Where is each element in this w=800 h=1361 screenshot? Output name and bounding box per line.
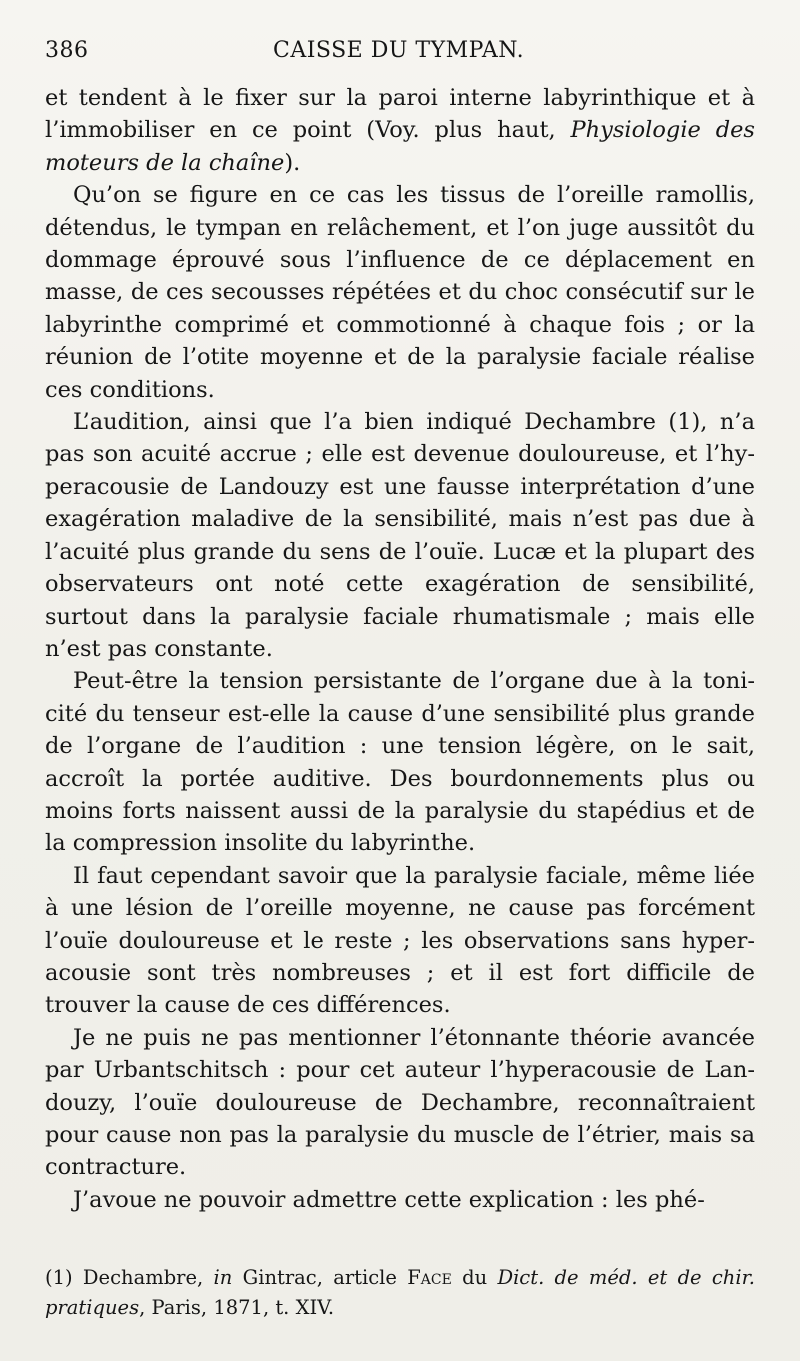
text-run: Gintrac, article [232,1266,408,1289]
paragraph [45,406,755,665]
text-run: J’avoue ne pouvoir admettre cette explication : les phé- [73,1186,705,1213]
running-head: CAISSE DU TYMPAN. [273,38,525,63]
text-run: (1) Dechambre, [45,1266,214,1289]
paragraph [45,179,755,406]
paragraph [45,860,755,1022]
page-header [45,38,752,74]
text-run: Je ne puis ne pas mentionner l’étonnante théorie avancée par Urbantschitsch : pour cet auteur l’hyperacousie de Lan-douzy, l’ouïe douloureuse de Dechambre, reconnaîtraient pour cause non pas la paralysie du muscle de l’étrier, mais sa contracture. [45,1024,755,1181]
text-run: Peut-être la tension persistante de l’organe due à la toni-cité du tenseur est-elle la cause d’une sensibilité plus grande de l’organe de l’audition : une tension légère, on le sait, accroît la portée auditive. Des bourdonnements plus ou moins forts naissent aussi de la paralysie du stapédius et de la compression insolite du labyrinthe. [45,668,755,857]
footnote [45,1263,755,1323]
paragraph [45,665,755,859]
text-run: , Paris, 1871, t. XIV. [139,1296,335,1319]
paragraph [45,1022,755,1184]
body-text [45,82,755,1216]
small-caps-text: Face [407,1266,452,1289]
text-run: Qu’on se figure en ce cas les tissus de l’oreille ramollis, détendus, le tympan en relâchement, et l’on juge aussitôt du dommage éprouvé sous l’influence de ce déplacement en masse, de ces secousses répétées et du choc consécutif sur le labyrinthe comprimé et commotionné à chaque fois ; or la réunion de l’otite moyenne et de la paralysie faciale réalise ces conditions. [45,182,755,403]
paragraph [45,82,755,179]
italic-text: in [213,1266,233,1289]
paragraph [45,1184,755,1216]
text-run: du [451,1266,498,1289]
text-run: Il faut cependant savoir que la paralysie faciale, même liée à une lésion de l’oreille moyenne, ne cause pas forcément l’ouïe douloureuse et le reste ; les observations sans hyper-acousie sont très nombreuses ; et il est fort difficile de trouver la cause de ces différences. [45,862,755,1019]
italic-text: Physiologie des moteurs de la chaîne [45,117,755,176]
text-run: ). [284,149,301,176]
text-run: L’audition, ainsi que l’a bien indiqué Dechambre (1), n’a pas son acuité accrue ; elle est devenue douloureuse, et l’hy-peracousie de Landouzy est une fausse interprétation d’une exagération maladive de la sensibilité, mais n’est pas due à l’acuité plus grande du sens de l’ouïe. Lucæ et la plupart des observateurs ont noté cette exagération de sensibilité, surtout dans la paralysie faciale rhumatismale ; mais elle n’est pas constante. [45,409,755,662]
page-number: 386 [45,38,89,63]
italic-text: Dict. de méd. et de chir. pratiques [45,1266,755,1319]
text-run: et tendent à le fixer sur la paroi interne labyrinthique et à l’immobiliser en ce point (Voy. plus haut, [45,85,755,144]
